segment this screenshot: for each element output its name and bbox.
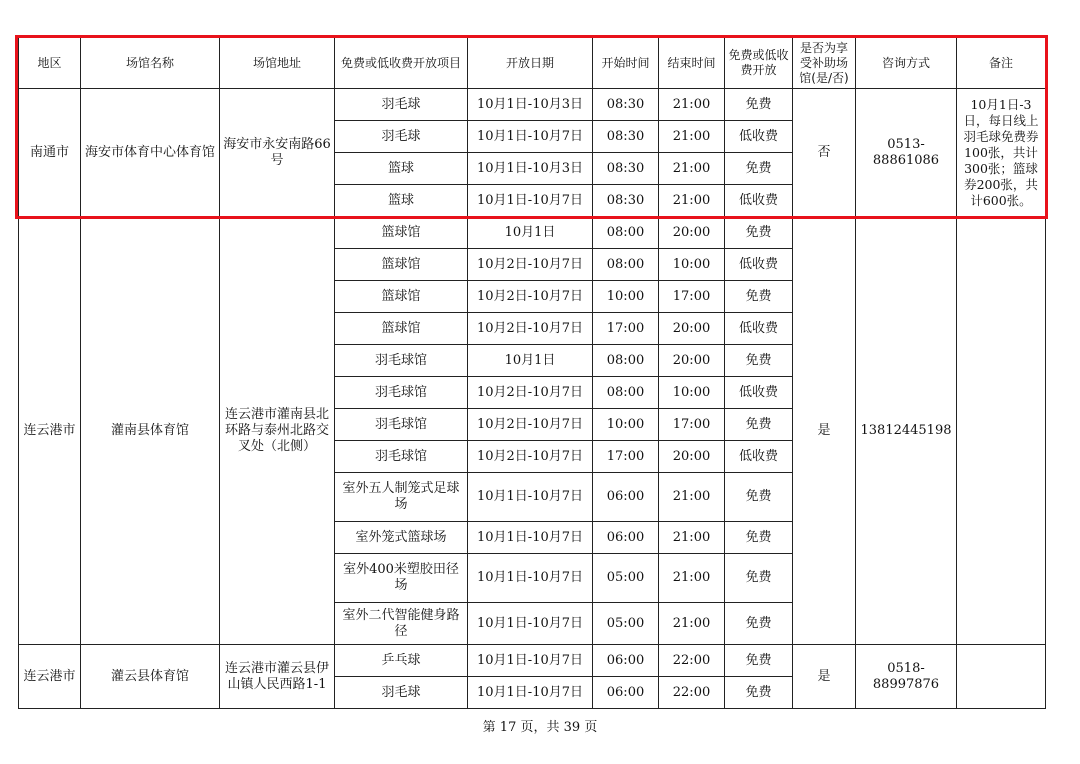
table-row [19,89,1046,121]
region-cell: 南通市 [19,89,81,217]
subsidy-cell: 是 [793,217,856,645]
note-cell [957,217,1046,645]
fee-type-cell: 低收费 [725,249,793,281]
end-time-cell: 20:00 [659,441,725,473]
end-time-cell: 17:00 [659,281,725,313]
project-cell: 篮球馆 [335,313,468,345]
end-time-cell: 21:00 [659,554,725,603]
contact-cell: 0513-88861086 [856,89,957,217]
project-cell: 羽毛球 [335,121,468,153]
end-time-cell: 21:00 [659,603,725,645]
end-time-cell: 20:00 [659,345,725,377]
start-time-cell: 08:30 [593,121,659,153]
table-row [19,217,1046,249]
date-cell: 10月2日-10月7日 [468,441,593,473]
venue-name-cell: 海安市体育中心体育馆 [81,89,220,217]
end-time-cell: 22:00 [659,677,725,709]
start-time-cell: 08:00 [593,217,659,249]
contact-cell: 0518-88997876 [856,645,957,709]
end-time-cell: 20:00 [659,313,725,345]
venue-address-cell: 连云港市灌南县北环路与泰州北路交叉处（北侧） [220,217,335,645]
venue-address-cell: 连云港市灌云县伊山镇人民西路1-1 [220,645,335,709]
fee-type-cell: 免费 [725,281,793,313]
project-cell: 乒乓球 [335,645,468,677]
end-time-cell: 20:00 [659,217,725,249]
footer-page-number: 17 [499,720,517,735]
fee-type-cell: 免费 [725,409,793,441]
date-cell: 10月1日-10月7日 [468,554,593,603]
date-cell: 10月1日-10月7日 [468,645,593,677]
date-cell: 10月1日-10月7日 [468,522,593,554]
fee-type-cell: 免费 [725,554,793,603]
start-time-cell: 06:00 [593,522,659,554]
start-time-cell: 08:00 [593,345,659,377]
fee-type-cell: 免费 [725,603,793,645]
end-time-cell: 21:00 [659,153,725,185]
header-open-project: 免费或低收费开放项目 [335,38,468,89]
footer-page-mid: 页，共 [520,720,560,735]
date-cell: 10月1日-10月7日 [468,473,593,522]
end-time-cell: 10:00 [659,377,725,409]
project-cell: 羽毛球 [335,677,468,709]
project-cell: 篮球馆 [335,249,468,281]
footer-page-suffix: 页 [584,720,598,735]
project-cell: 室外笼式篮球场 [335,522,468,554]
start-time-cell: 08:30 [593,153,659,185]
fee-type-cell: 免费 [725,217,793,249]
date-cell: 10月2日-10月7日 [468,313,593,345]
project-cell: 羽毛球 [335,89,468,121]
end-time-cell: 21:00 [659,185,725,217]
project-cell: 羽毛球馆 [335,377,468,409]
note-cell: 10月1日-3日，每日线上羽毛球免费券100张，共计300张；篮球券200张，共计600张。 [957,89,1046,217]
header-end-time: 结束时间 [659,38,725,89]
header-fee-type: 免费或低收费开放 [725,38,793,89]
project-cell: 羽毛球馆 [335,441,468,473]
date-cell: 10月1日 [468,217,593,249]
footer-page-prefix: 第 [482,720,496,735]
fee-type-cell: 低收费 [725,121,793,153]
footer-total-pages: 39 [563,720,581,735]
date-cell: 10月2日-10月7日 [468,409,593,441]
date-cell: 10月1日-10月3日 [468,153,593,185]
end-time-cell: 21:00 [659,473,725,522]
project-cell: 篮球馆 [335,281,468,313]
date-cell: 10月1日-10月7日 [468,185,593,217]
venue-name-cell: 灌云县体育馆 [81,645,220,709]
date-cell: 10月1日 [468,345,593,377]
fee-type-cell: 低收费 [725,377,793,409]
end-time-cell: 17:00 [659,409,725,441]
date-cell: 10月1日-10月7日 [468,603,593,645]
header-venue-address: 场馆地址 [220,38,335,89]
header-region: 地区 [19,38,81,89]
date-cell: 10月1日-10月7日 [468,677,593,709]
fee-type-cell: 免费 [725,473,793,522]
start-time-cell: 08:00 [593,377,659,409]
date-cell: 10月1日-10月7日 [468,121,593,153]
start-time-cell: 05:00 [593,554,659,603]
region-cell: 连云港市 [19,645,81,709]
start-time-cell: 06:00 [593,473,659,522]
date-cell: 10月2日-10月7日 [468,281,593,313]
header-subsidy: 是否为享受补助场馆(是/否) [793,38,856,89]
start-time-cell: 06:00 [593,645,659,677]
fee-type-cell: 免费 [725,345,793,377]
start-time-cell: 06:00 [593,677,659,709]
fee-type-cell: 免费 [725,89,793,121]
subsidy-cell: 是 [793,645,856,709]
venue-name-cell: 灌南县体育馆 [81,217,220,645]
start-time-cell: 08:30 [593,185,659,217]
end-time-cell: 21:00 [659,121,725,153]
date-cell: 10月2日-10月7日 [468,377,593,409]
project-cell: 篮球 [335,185,468,217]
fee-type-cell: 免费 [725,677,793,709]
header-open-date: 开放日期 [468,38,593,89]
start-time-cell: 17:00 [593,313,659,345]
header-row [19,38,1046,89]
note-cell [957,645,1046,709]
project-cell: 篮球 [335,153,468,185]
start-time-cell: 17:00 [593,441,659,473]
table-row [19,645,1046,677]
date-cell: 10月1日-10月3日 [468,89,593,121]
venue-address-cell: 海安市永安南路66号 [220,89,335,217]
project-cell: 篮球馆 [335,217,468,249]
page-footer [0,716,1080,735]
end-time-cell: 21:00 [659,89,725,121]
header-venue-name: 场馆名称 [81,38,220,89]
date-cell: 10月2日-10月7日 [468,249,593,281]
start-time-cell: 08:00 [593,249,659,281]
start-time-cell: 08:30 [593,89,659,121]
header-note: 备注 [957,38,1046,89]
header-contact: 咨询方式 [856,38,957,89]
fee-type-cell: 低收费 [725,313,793,345]
project-cell: 室外400米塑胶田径场 [335,554,468,603]
start-time-cell: 10:00 [593,281,659,313]
end-time-cell: 10:00 [659,249,725,281]
project-cell: 羽毛球馆 [335,345,468,377]
fee-type-cell: 低收费 [725,441,793,473]
fee-type-cell: 免费 [725,645,793,677]
project-cell: 室外二代智能健身路径 [335,603,468,645]
fee-type-cell: 低收费 [725,185,793,217]
start-time-cell: 05:00 [593,603,659,645]
venue-schedule-table [18,37,1046,709]
contact-cell: 13812445198 [856,217,957,645]
header-start-time: 开始时间 [593,38,659,89]
start-time-cell: 10:00 [593,409,659,441]
region-cell: 连云港市 [19,217,81,645]
fee-type-cell: 免费 [725,522,793,554]
end-time-cell: 21:00 [659,522,725,554]
end-time-cell: 22:00 [659,645,725,677]
project-cell: 羽毛球馆 [335,409,468,441]
subsidy-cell: 否 [793,89,856,217]
fee-type-cell: 免费 [725,153,793,185]
project-cell: 室外五人制笼式足球场 [335,473,468,522]
